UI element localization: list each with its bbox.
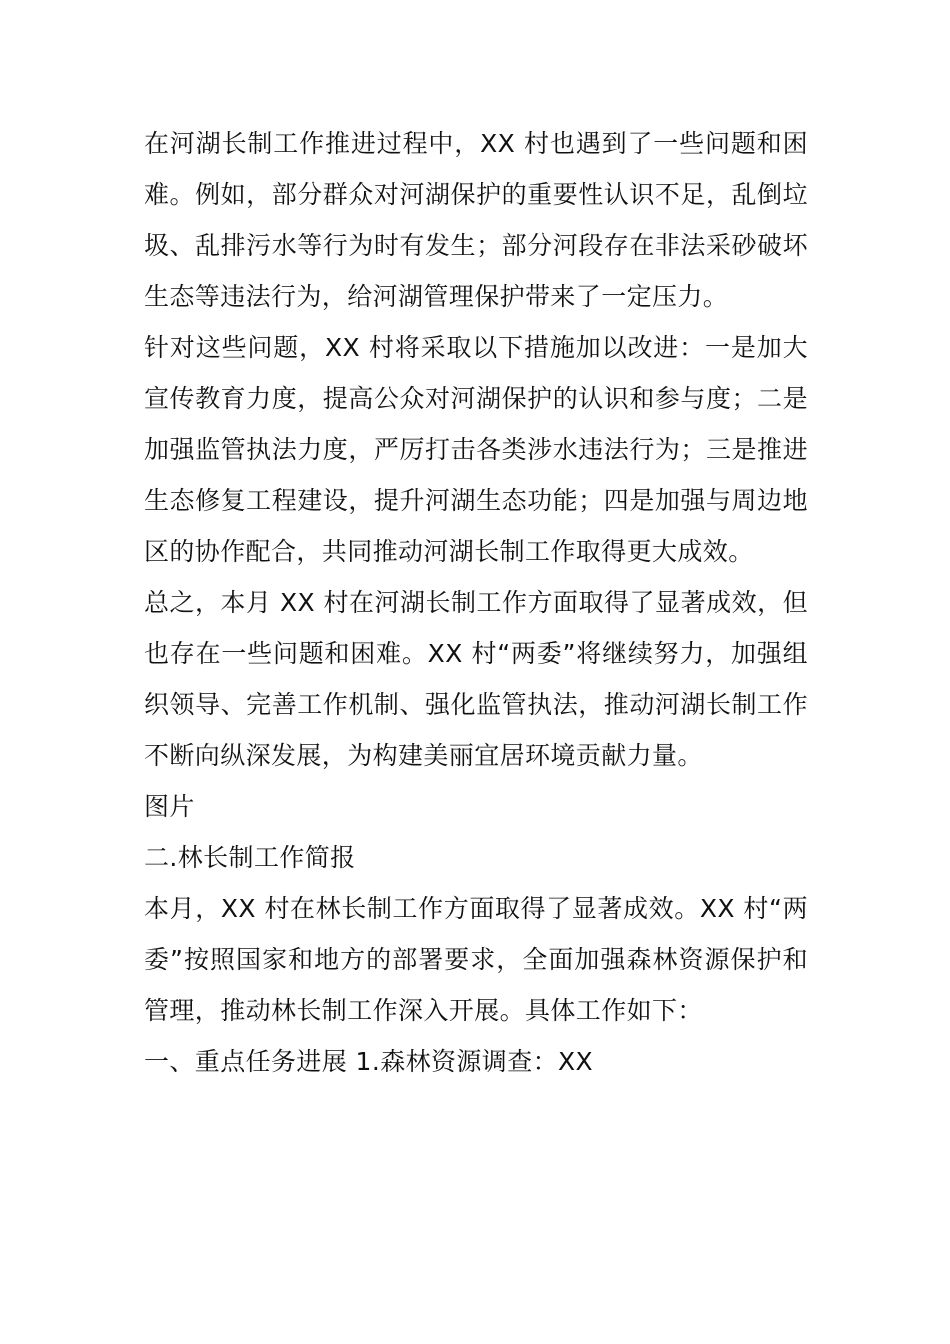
document-body	[144, 118, 808, 1087]
paragraph-river-summary: 总之，本月 XX 村在河湖长制工作方面取得了显著成效，但也存在一些问题和困难。XX 村“两委”将继续努力，加强组织领导、完善工作机制、强化监管执法，推动河湖长制工作不断向纵深发展，为构建美丽宜居环境贡献力量。	[144, 588, 808, 770]
paragraph-forest-tasks: 一、重点任务进展 1.森林资源调查：XX	[144, 1047, 594, 1076]
image-placeholder-label: 图片	[144, 792, 195, 821]
paragraph-forest-intro: 本月，XX 村在林长制工作方面取得了显著成效。XX 村“两委”按照国家和地方的部署要求，全面加强森林资源保护和管理，推动林长制工作深入开展。具体工作如下：	[144, 894, 808, 1025]
paragraph-river-problems: 在河湖长制工作推进过程中，XX 村也遇到了一些问题和困难。例如，部分群众对河湖保护的重要性认识不足，乱倒垃圾、乱排污水等行为时有发生；部分河段存在非法采砂破坏生态等违法行为，给河湖管理保护带来了一定压力。	[144, 129, 808, 311]
paragraph-river-measures: 针对这些问题，XX 村将采取以下措施加以改进：一是加大宣传教育力度，提高公众对河湖保护的认识和参与度；二是加强监管执法力度，严厉打击各类涉水违法行为；三是推进生态修复工程建设，提升河湖生态功能；四是加强与周边地区的协作配合，共同推动河湖长制工作取得更大成效。	[144, 333, 808, 566]
section-heading-forest: 二.林长制工作简报	[144, 843, 356, 872]
